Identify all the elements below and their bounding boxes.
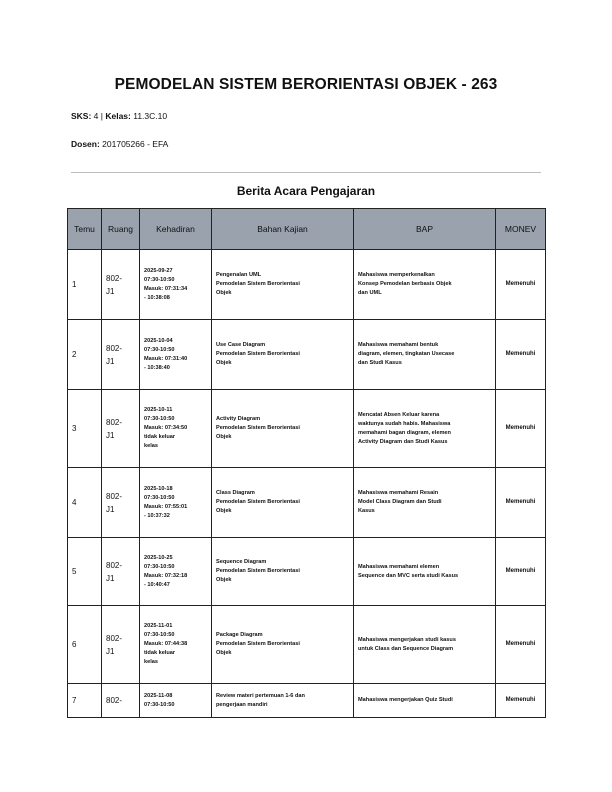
section-title: Berita Acara Pengajaran: [236, 184, 376, 198]
cell-bahan-kajian: Activity Diagram Pemodelan Sistem Berorientasi Objek: [216, 416, 300, 440]
col-header-bahan-kajian: Bahan Kajian: [212, 209, 354, 250]
col-header-bap: BAP: [354, 209, 496, 250]
table-row: [68, 320, 546, 390]
cell-monev: Memenuhi: [496, 684, 546, 718]
cell-monev: Memenuhi: [496, 250, 546, 320]
sks-label: SKS:: [71, 111, 92, 121]
cell-bap: Mahasiswa mengerjakan Quiz Studi: [358, 697, 453, 703]
cell-ruang: 802- J1: [106, 273, 123, 296]
cell-temu: 4: [68, 468, 102, 538]
table-header-row: [68, 209, 546, 250]
table-row: [68, 684, 546, 718]
cell-ruang: 802- J1: [106, 417, 123, 440]
kelas-label: Kelas:: [105, 111, 131, 121]
lecturer-info: [71, 139, 168, 149]
table-row: [68, 538, 546, 606]
cell-monev: Memenuhi: [496, 320, 546, 390]
cell-monev: Memenuhi: [496, 606, 546, 684]
cell-kehadiran: 2025-10-11 07:30-10:50 Masuk: 07:34:50 tidak keluar kelas: [144, 407, 188, 449]
course-info: [71, 111, 167, 121]
divider: [71, 172, 541, 173]
cell-bahan-kajian: Review materi pertemuan 1-6 dan pengerjaan mandiri: [216, 692, 305, 708]
cell-bap: Mahasiswa memahami bentuk diagram, elemen, tingkatan Usecase dan Studi Kasus: [358, 342, 455, 366]
cell-bahan-kajian: Use Case Diagram Pemodelan Sistem Berorientasi Objek: [216, 342, 300, 366]
cell-bap: Mencatat Absen Keluar karena waktunya sudah habis. Mahasiswa memahami bagan diagram, elemen Activity Diagram dan Studi Kasus: [358, 411, 451, 445]
cell-kehadiran: 2025-11-08 07:30-10:50: [144, 692, 175, 708]
cell-bap: Mahasiswa memperkenalkan Konsep Pemodelan berbasis Objek dan UML: [358, 272, 452, 296]
cell-monev: Memenuhi: [496, 468, 546, 538]
cell-bahan-kajian: Class Diagram Pemodelan Sistem Berorientasi Objek: [216, 490, 300, 514]
cell-monev: Memenuhi: [496, 538, 546, 606]
col-header-ruang: Ruang: [102, 209, 140, 250]
col-header-temu: Temu: [68, 209, 102, 250]
cell-kehadiran: 2025-10-18 07:30-10:50 Masuk: 07:55:01 - 10:37:32: [144, 485, 188, 519]
cell-kehadiran: 2025-11-01 07:30-10:50 Masuk: 07:44:38 tidak keluar kelas: [144, 623, 188, 665]
table-row: [68, 468, 546, 538]
cell-temu: 6: [68, 606, 102, 684]
cell-bap: Mahasiswa memahami Resain Model Class Diagram dan Studi Kasus: [358, 490, 442, 514]
sks-value: 4 |: [91, 111, 106, 121]
table-row: [68, 606, 546, 684]
cell-temu: 7: [68, 684, 102, 718]
cell-bahan-kajian: Sequence Diagram Pemodelan Sistem Berorientasi Objek: [216, 559, 300, 583]
cell-ruang: 802- J1: [106, 560, 123, 583]
table-row: [68, 390, 546, 468]
col-header-monev: MONEV: [496, 209, 546, 250]
cell-temu: 2: [68, 320, 102, 390]
cell-ruang: 802- J1: [106, 343, 123, 366]
cell-temu: 5: [68, 538, 102, 606]
kelas-value: 11.3C.10: [130, 111, 168, 121]
cell-ruang: 802-: [106, 696, 123, 705]
dosen-label: Dosen:: [71, 139, 100, 149]
page-title: PEMODELAN SISTEM BERORIENTASI OBJEK - 263: [114, 76, 498, 93]
dosen-value: 201705266 - EFA: [99, 139, 169, 149]
cell-bap: Mahasiswa mengerjakan studi kasus untuk Class dan Sequence Diagram: [358, 636, 456, 652]
cell-ruang: 802- J1: [106, 633, 123, 656]
col-header-kehadiran: Kehadiran: [140, 209, 212, 250]
cell-bahan-kajian: Package Diagram Pemodelan Sistem Berorientasi Objek: [216, 632, 300, 656]
table-row: [68, 250, 546, 320]
cell-temu: 1: [68, 250, 102, 320]
cell-monev: Memenuhi: [496, 390, 546, 468]
cell-kehadiran: 2025-10-04 07:30-10:50 Masuk: 07:31:40 - 10:38:40: [144, 337, 188, 371]
cell-kehadiran: 2025-10-25 07:30-10:50 Masuk: 07:32:18 - 10:40:47: [144, 554, 188, 588]
cell-bahan-kajian: Pengenalan UML Pemodelan Sistem Berorientasi Objek: [216, 272, 300, 296]
cell-ruang: 802- J1: [106, 491, 123, 514]
cell-bap: Mahasiswa memahami elemen Sequence dan MVC serta studi Kasus: [358, 563, 459, 579]
cell-kehadiran: 2025-09-27 07:30-10:50 Masuk: 07:31:34 - 10:38:08: [144, 267, 188, 301]
bap-table: [67, 208, 546, 718]
cell-temu: 3: [68, 390, 102, 468]
